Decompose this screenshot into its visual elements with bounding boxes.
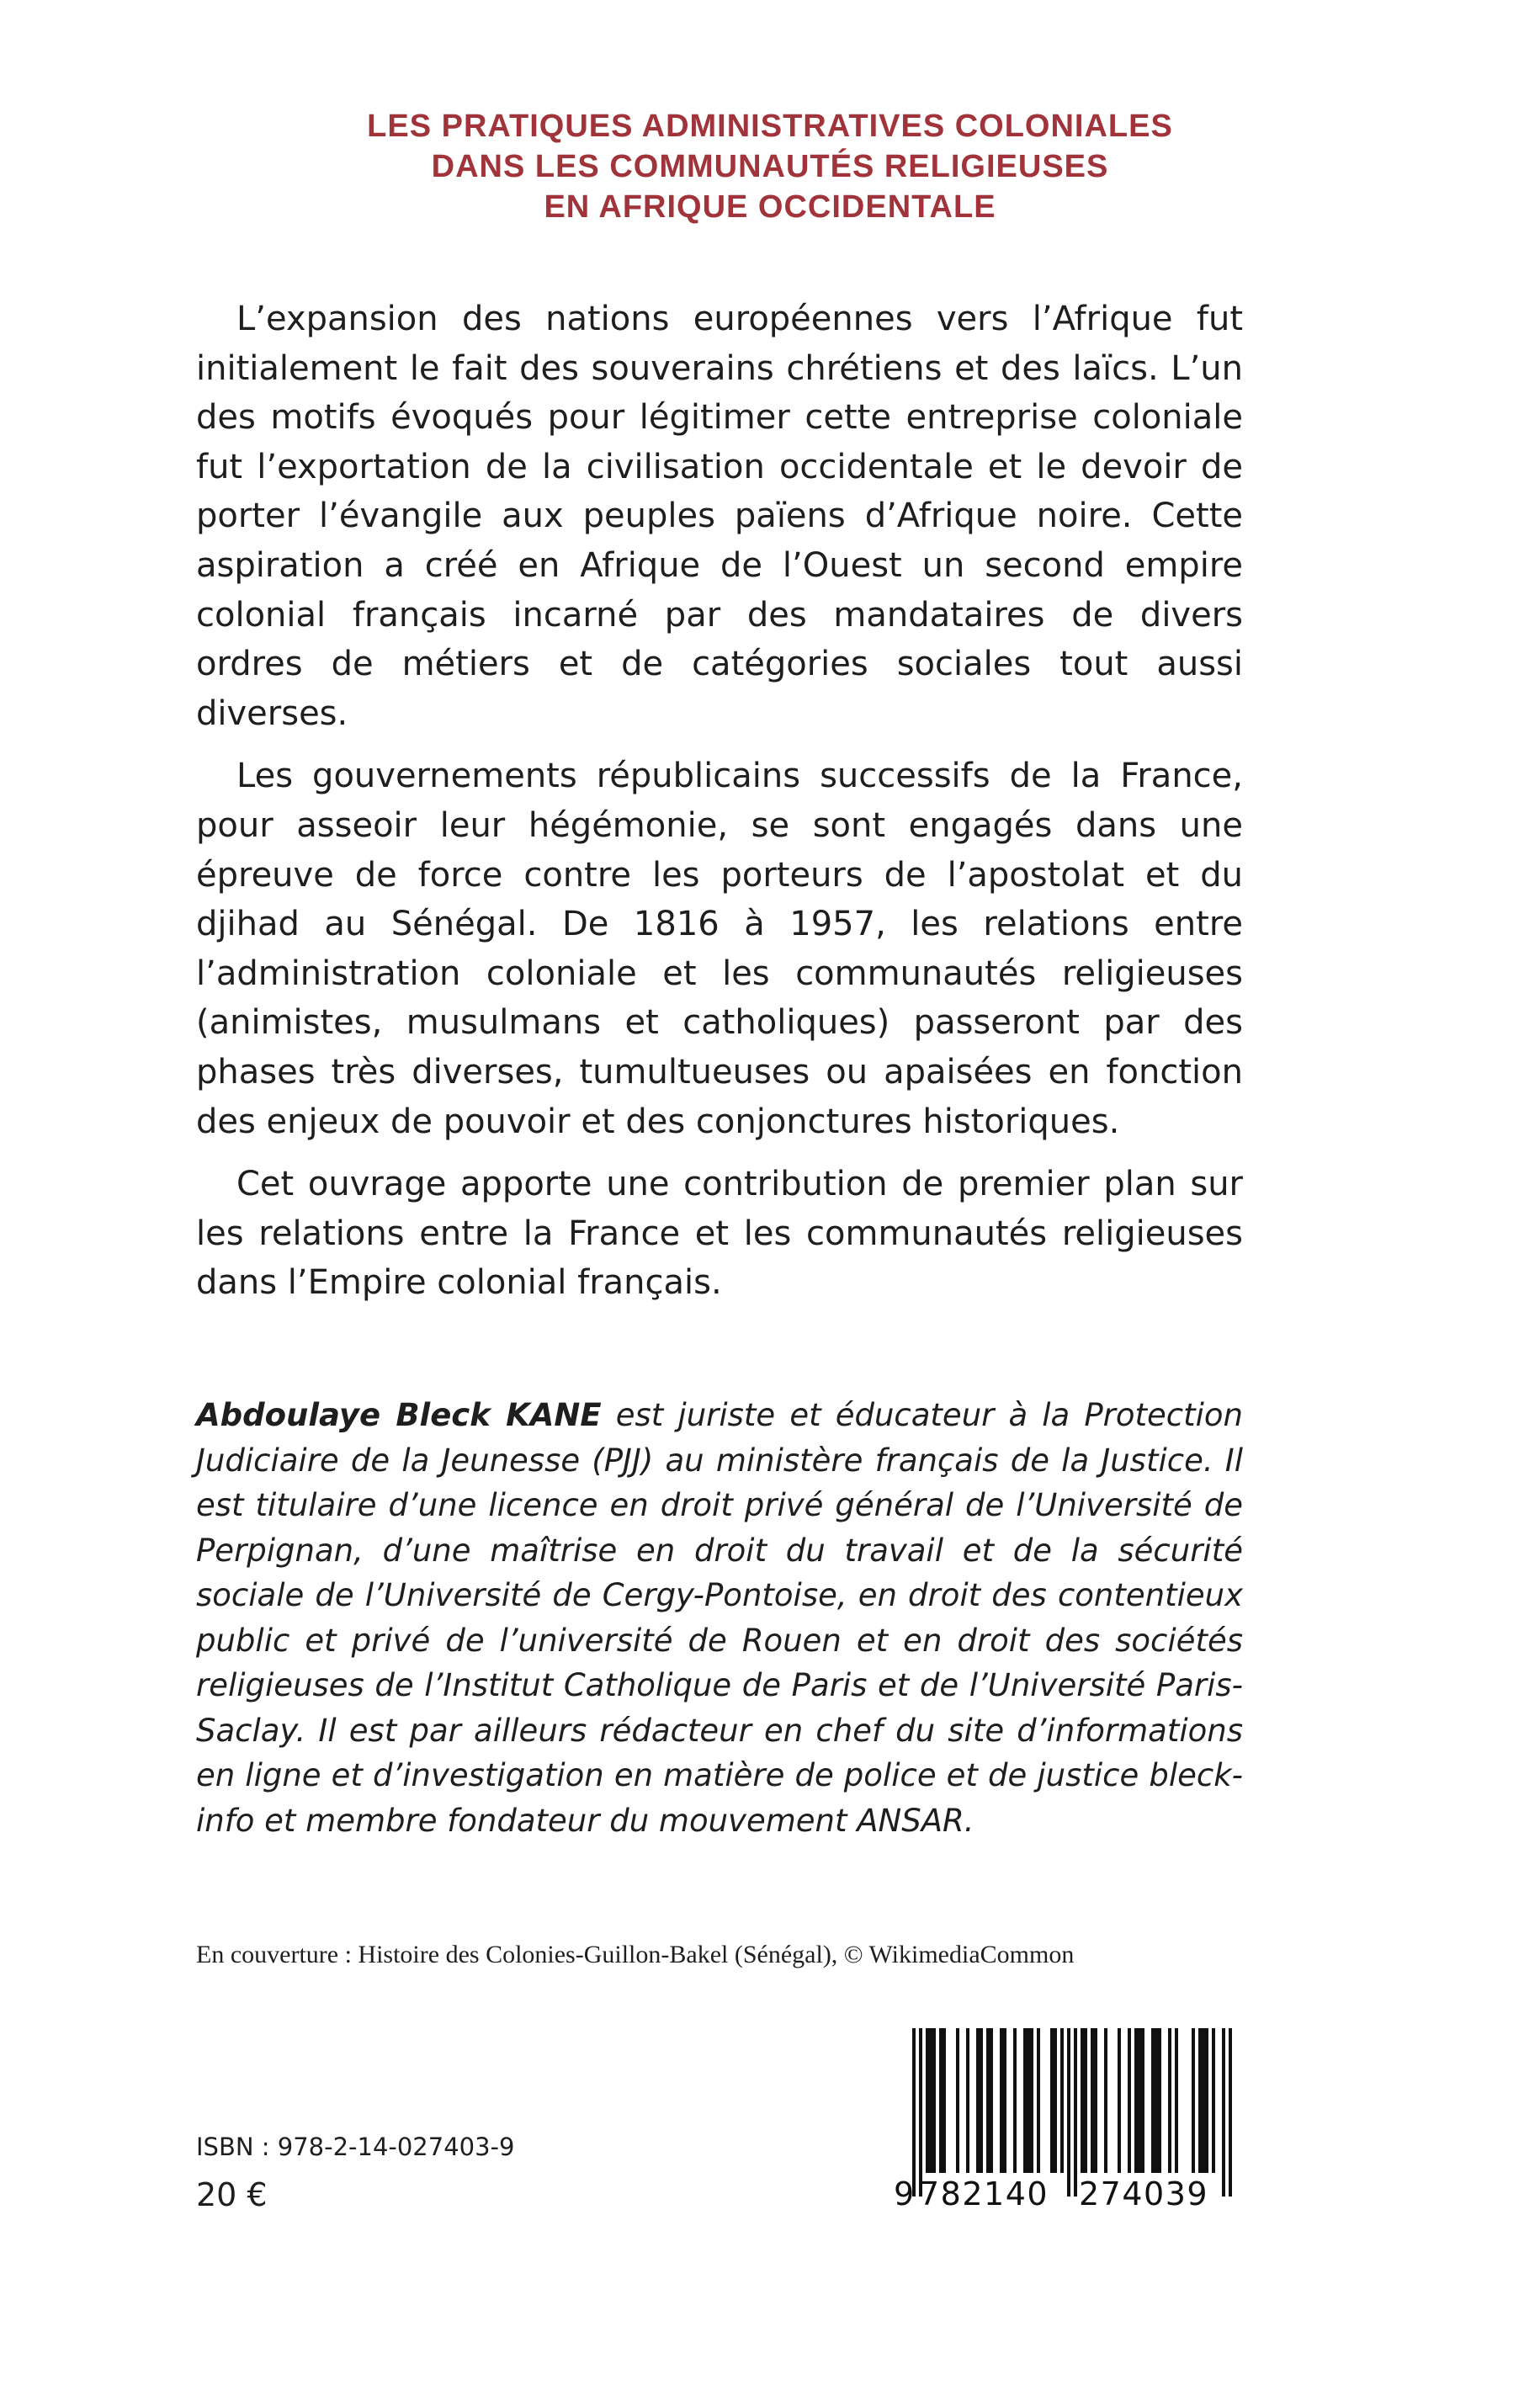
- author-name: Abdoulaye Bleck KANE: [196, 1397, 602, 1433]
- barcode-bar: [1155, 2028, 1158, 2173]
- barcode-bar: [966, 2028, 969, 2173]
- barcode-bar: [1000, 2028, 1003, 2173]
- barcode-bar: [919, 2028, 922, 2196]
- barcode-bar: [1158, 2028, 1161, 2173]
- barcode-bar: [1067, 2028, 1070, 2196]
- barcode-bar: [929, 2028, 932, 2173]
- barcode-bar: [1084, 2028, 1087, 2173]
- title-line-3: EN AFRIQUE OCCIDENTALE: [544, 189, 996, 225]
- barcode-bar: [1013, 2028, 1017, 2173]
- barcode-bar: [1229, 2028, 1232, 2196]
- barcode-bar: [1023, 2028, 1027, 2173]
- barcode-digits: [894, 2173, 1247, 2215]
- barcode-bar: [926, 2028, 929, 2173]
- barcode-bar: [1134, 2028, 1138, 2173]
- barcode-group-1: 782140: [919, 2175, 1049, 2212]
- cover-credit: En couverture : Histoire des Colonies-Guillon-Bakel (Sénégal), © WikimediaCommon: [196, 1941, 1075, 1968]
- barcode-group-2: 274039: [1079, 2175, 1209, 2212]
- barcode-bar: [1094, 2028, 1097, 2173]
- author-bio-text: est juriste et éducateur à la Protection Judiciaire de la Jeunesse (PJJ) au ministère français de la Justice. Il est titulaire d’une licence en droit privé général de l’Université de Perpignan, d’une maîtrise en droit du travail et de la sécurité sociale de l’Université de Cergy-Pontoise, en droit des contentieux public et privé de l’université de Rouen et en droit des sociétés religieuses de l’Institut Catholique de Paris et de l’Université Paris-Saclay. Il est par ailleurs rédacteur en chef du site d’informations en ligne et d’investigation en matière de police et de justice bleck-info et membre fondateur du mouvement ANSAR.: [196, 1397, 1243, 1839]
- barcode-bar: [986, 2028, 990, 2173]
- isbn: ISBN : 978-2-14-027403-9: [196, 2133, 515, 2161]
- blurb-paragraph-2: Les gouvernements républicains successifs de la France, pour asseoir leur hégémonie, se sont engagés dans une épreuve de force contre les porteurs de l’apostolat et du djihad au Sénégal. De 1816 à 1957, les relations entre l’administration coloniale et les communautés religieuses (animistes, musulmans et catholiques) passeront par des phases très diverses, tumultueuses ou apaisées en fonction des enjeux de pouvoir et des conjonctures historiques.: [196, 757, 1243, 1141]
- barcode-bar: [1030, 2028, 1033, 2173]
- barcode-bar: [1037, 2028, 1040, 2173]
- blurb-paragraph-3: Cet ouvrage apporte une contribution de premier plan sur les relations entre la France et les communautés religieuses dans l’Empire colonial français.: [196, 1165, 1243, 1303]
- blurb-paragraph-1: L’expansion des nations européennes vers l’Afrique fut initialement le fait des souverains chrétiens et des laïcs. L’un des motifs évoqués pour légitimer cette entreprise coloniale fut l’exportation de la civilisation occidentale et le devoir de porter l’évangile aux peuples païens d’Afrique noire. Cette aspiration a créé en Afrique de l’Ouest un second empire colonial français incarné par des mandataires de divers ordres de métiers et de catégories sociales tout aussi diverses.: [196, 300, 1243, 733]
- barcode-bar: [1202, 2028, 1205, 2173]
- barcode-bar: [1060, 2028, 1064, 2173]
- barcode-bar: [1192, 2028, 1195, 2173]
- barcode-bar: [1050, 2028, 1054, 2173]
- book-title: [168, 106, 1372, 227]
- barcode-bar: [1074, 2028, 1077, 2196]
- barcode-bar: [939, 2028, 943, 2173]
- barcode-bar: [1027, 2028, 1030, 2173]
- barcode-bar: [956, 2028, 959, 2173]
- barcode-bar: [1198, 2028, 1202, 2173]
- barcode-bar: [980, 2028, 983, 2173]
- barcode-lead-digit: 9: [894, 2175, 916, 2212]
- barcode-bar: [1212, 2028, 1215, 2173]
- barcode-bar: [1104, 2028, 1107, 2173]
- barcode-bar: [1168, 2028, 1171, 2173]
- barcode-bar: [1118, 2028, 1121, 2173]
- title-line-1: LES PRATIQUES ADMINISTRATIVES COLONIALES: [367, 109, 1173, 144]
- barcode-bar: [1205, 2028, 1208, 2173]
- price: 20 €: [196, 2176, 268, 2213]
- barcode-bar: [1138, 2028, 1141, 2173]
- title-line-2: DANS LES COMMUNAUTÉS RELIGIEUSES: [431, 149, 1109, 184]
- barcode-bar: [990, 2028, 993, 2173]
- barcode-bar: [1003, 2028, 1006, 2173]
- barcode-bar: [1081, 2028, 1084, 2173]
- barcode-bar: [1141, 2028, 1144, 2173]
- barcode-bar: [912, 2028, 916, 2196]
- barcode-bar: [1175, 2028, 1178, 2173]
- barcode-bar: [1222, 2028, 1225, 2196]
- barcode-bar: [1054, 2028, 1057, 2173]
- author-bio: [196, 1393, 1243, 1843]
- barcode-bar: [1128, 2028, 1131, 2173]
- barcode: [894, 2028, 1247, 2222]
- barcode-bar: [943, 2028, 946, 2173]
- barcode-bar: [932, 2028, 936, 2173]
- barcode-bar: [1091, 2028, 1094, 2173]
- barcode-bar: [1151, 2028, 1155, 2173]
- blurb: [196, 295, 1243, 1321]
- barcode-bar: [976, 2028, 980, 2173]
